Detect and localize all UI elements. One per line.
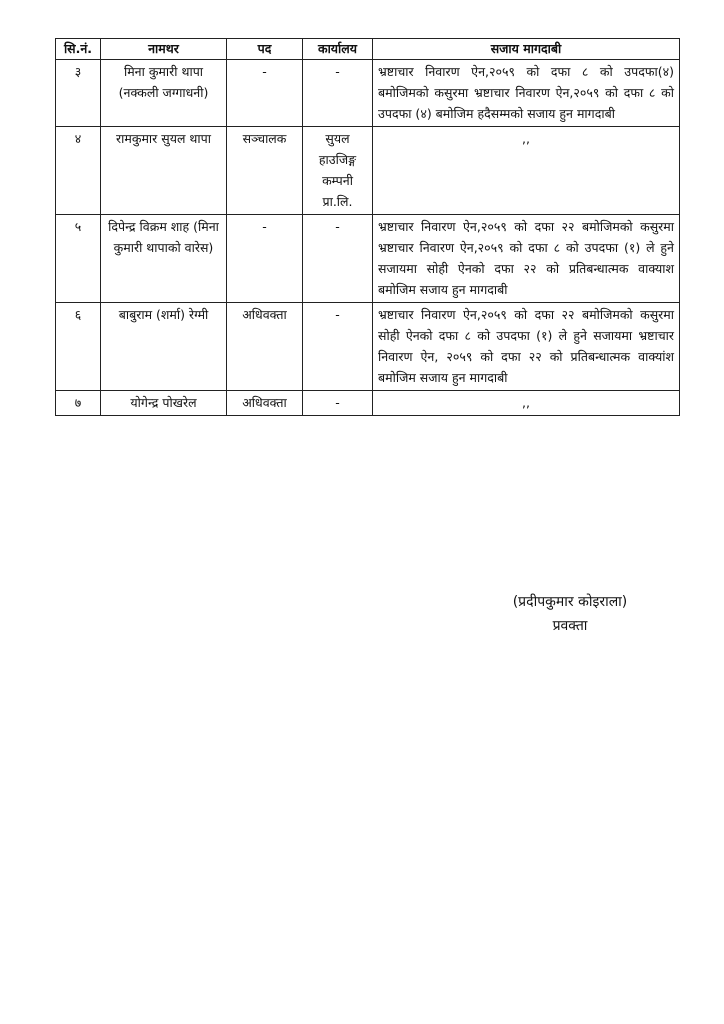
cell-punishment-demand: भ्रष्टाचार निवारण ऐन,२०५९ को दफा २२ बमोजिमको कसुरमा भ्रष्टाचार निवारण ऐन,२०५९ को दफा ८ को उपदफा (१) ले हुने सजायमा सोही ऐनको दफा २२ को प्रतिबन्धात्मक वाक्याश बमोजिम सजाय हुन मागदाबी (373, 215, 680, 303)
table-row (56, 127, 680, 215)
header-office: कार्यालय (303, 39, 373, 60)
cell-name: मिना कुमारी थापा (नक्कली जग्गाधनी) (101, 60, 227, 127)
signatory-name: (प्रदीपकुमार कोइराला) (512, 594, 628, 610)
header-name: नामथर (101, 39, 227, 60)
cell-post: - (227, 215, 303, 303)
cell-office: सुयल हाउजिङ्ग कम्पनी प्रा.लि. (303, 127, 373, 215)
cell-serial-number: ३ (56, 60, 101, 127)
cell-post: अधिवक्ता (227, 391, 303, 416)
cell-post: अधिवक्ता (227, 303, 303, 391)
cell-punishment-demand: ,, (373, 127, 680, 215)
cell-name: बाबुराम (शर्मा) रेग्मी (101, 303, 227, 391)
header-serial-number: सि.नं. (56, 39, 101, 60)
header-punishment-demand: सजाय मागदाबी (373, 39, 680, 60)
cell-punishment-demand: भ्रष्टाचार निवारण ऐन,२०५९ को दफा ८ को उपदफा(४) बमोजिमको कसुरमा भ्रष्टाचार निवारण ऐन,२०५९ को दफा ८ को उपदफा (४) बमोजिम हदैसम्मको सजाय हुन मागदाबी (373, 60, 680, 127)
signatory-title: प्रवक्ता (552, 618, 588, 634)
cell-office: - (303, 60, 373, 127)
signature-block (470, 590, 670, 638)
cell-office: - (303, 391, 373, 416)
cell-serial-number: ४ (56, 127, 101, 215)
table-row (56, 60, 680, 127)
cell-serial-number: ५ (56, 215, 101, 303)
cell-office: - (303, 215, 373, 303)
cell-name: योगेन्द्र पोखरेल (101, 391, 227, 416)
cell-name: दिपेन्द्र विक्रम शाह (मिना कुमारी थापाको वारेस) (101, 215, 227, 303)
table-row (56, 303, 680, 391)
cell-serial-number: ६ (56, 303, 101, 391)
cell-post: - (227, 60, 303, 127)
cell-punishment-demand: भ्रष्टाचार निवारण ऐन,२०५९ को दफा २२ बमोजिमको कसुरमा सोही ऐनको दफा ८ को उपदफा (१) ले हुने सजायमा भ्रष्टाचार निवारण ऐन, २०५९ को दफा २२ को प्रतिबन्धात्मक वाक्यांश बमोजिम सजाय हुन मागदाबी (373, 303, 680, 391)
cell-punishment-demand: ,, (373, 391, 680, 416)
table-row (56, 391, 680, 416)
cell-post: सञ्चालक (227, 127, 303, 215)
header-post: पद (227, 39, 303, 60)
charge-sheet-table (55, 38, 680, 416)
table-header-row (56, 39, 680, 60)
cell-name: रामकुमार सुयल थापा (101, 127, 227, 215)
table-row (56, 215, 680, 303)
cell-office: - (303, 303, 373, 391)
cell-serial-number: ७ (56, 391, 101, 416)
